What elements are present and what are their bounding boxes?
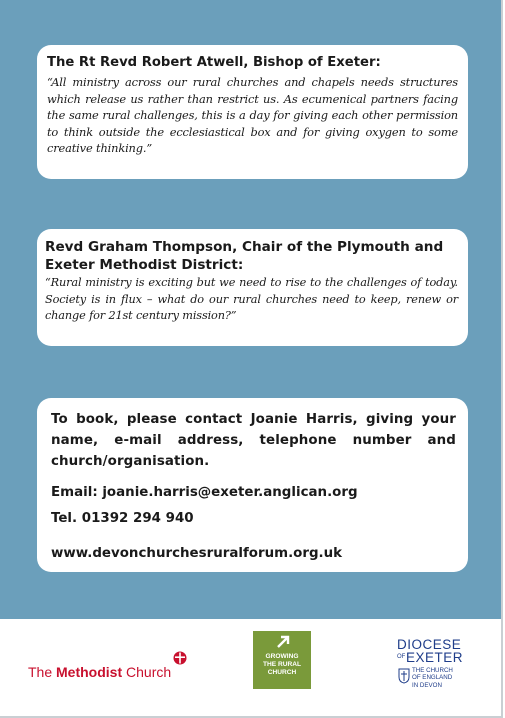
diocese-wordmark-line1: DIOCESE: [397, 637, 462, 652]
grc-wordmark: GROWING THE RURAL CHURCH: [262, 653, 302, 676]
diocese-crest-icon: [398, 668, 410, 684]
contact-email[interactable]: Email: joanie.harris@exeter.anglican.org: [51, 485, 358, 500]
bishop-quote: “All ministry across our rural churches and chapels needs structures which release us rather than restrict us. As ecumenical partners facing the same rural challenges, this is a day for giving each other permission to think outside the ecclesiastical box and for giving oxygen to some creative thinking.”: [47, 75, 458, 155]
bishop-heading: The Rt Revd Robert Atwell, Bishop of Exeter:: [47, 55, 381, 70]
growing-the-rural-church-logo: [253, 631, 311, 689]
logo-strip: [0, 619, 501, 716]
booking-contact-card: [37, 398, 468, 572]
bishop-quote-card: [37, 45, 468, 179]
diocese-wordmark-of: OF: [397, 654, 406, 660]
methodist-chair-quote-card: [37, 229, 468, 346]
contact-telephone[interactable]: Tel. 01392 294 940: [51, 511, 194, 526]
arrow-up-right-icon: [275, 634, 291, 650]
methodist-chair-heading: Revd Graham Thompson, Chair of the Plymouth and Exeter Methodist District:: [45, 239, 444, 273]
methodist-chair-quote: “Rural ministry is exciting but we need to rise to the challenges of today. Society is in flux – what do our rural churches need to keep, renew or change for 21st century mission?”: [45, 276, 458, 322]
church-of-england-in-devon-text: THE CHURCH OF ENGLAND IN DEVON: [412, 667, 453, 689]
diocese-wordmark-line2: EXETER: [406, 650, 464, 665]
booking-intro: To book, please contact Joanie Harris, giving your name, e-mail address, telephone number and church/organisation.: [51, 412, 456, 469]
diocese-of-exeter-logo: [392, 637, 472, 697]
methodist-church-wordmark: The Methodist Church: [28, 664, 172, 680]
website-link[interactable]: www.devonchurchesruralforum.org.uk: [51, 546, 343, 561]
methodist-cross-and-flame-icon: [173, 651, 187, 665]
methodist-church-logo: [28, 651, 198, 681]
